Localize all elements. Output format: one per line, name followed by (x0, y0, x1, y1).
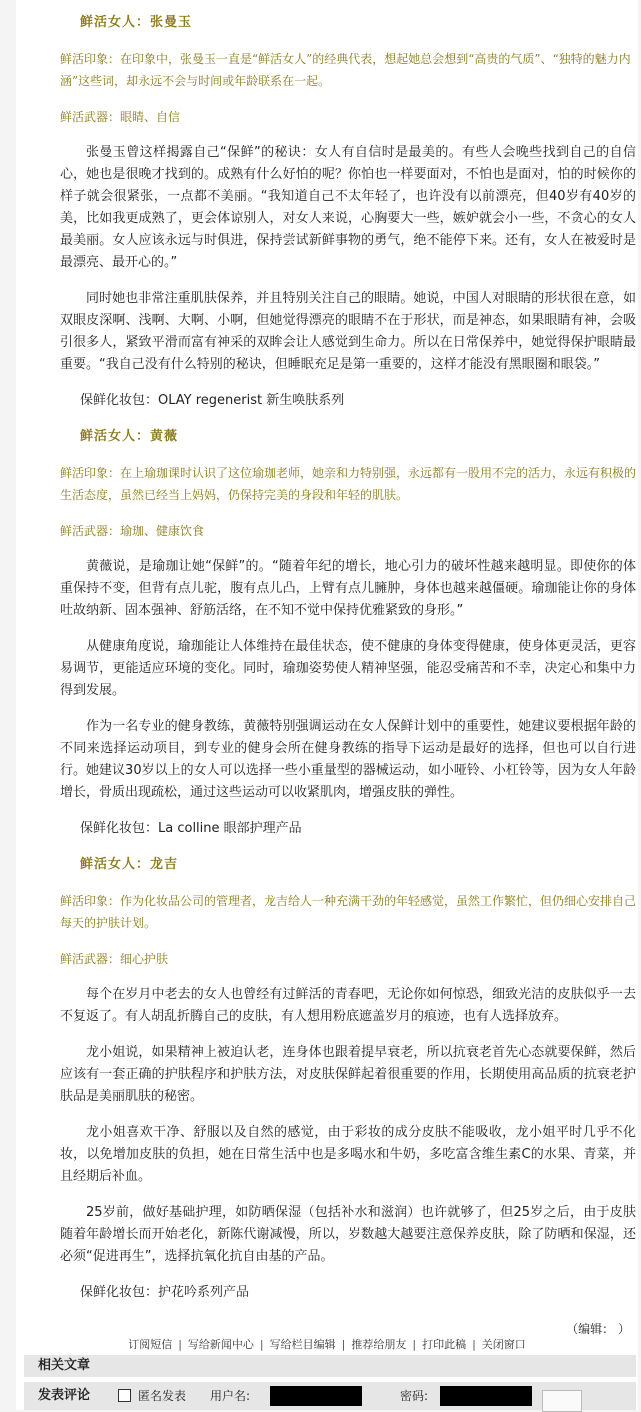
section-kit: 保鲜化妆包：La colline 眼部护理产品 (80, 821, 302, 836)
anonymous-checkbox[interactable] (118, 1389, 131, 1402)
section-kit: 保鲜化妆包：OLAY regenerist 新生唤肤系列 (80, 393, 345, 408)
paragraph: 每个在岁月中老去的女人也曾经有过鲜活的青春吧，无论你如何惊恐，细致光洁的皮肤似乎一去不复返了。有人胡乱折腾自己的皮肤，有人想用粉底遮盖岁月的痕迹，也有人选择放弃。 (60, 987, 636, 1024)
divider: | (472, 1338, 476, 1351)
paragraph: 25岁前，做好基础护理，如防晒保湿（包括补水和滋润）也许就够了，但25岁之后，由于皮肤随着年龄增长而开始老化，新陈代谢减慢，所以，岁数越大越要注意保养皮肤，除了防晒和保湿，还必须“促进再生”，选择抗氧化抗自由基的产品。 (60, 1205, 636, 1264)
paragraph: 黄薇说，是瑜珈让她“保鲜”的。“随着年纪的增长，地心引力的破坏性越来越明显。即使你的体重保持不变，但背有点儿驼，腹有点儿凸，上臂有点儿臃肿，身体也越来越僵硬。瑜珈能让你的身体吐故纳新、固本强神、舒筋活络，在不知不觉中保持优雅紧致的身形。” (60, 559, 636, 618)
captcha-image (542, 1390, 582, 1412)
article-tools (16, 1336, 638, 1352)
page-panel (16, 0, 638, 1410)
tool-link-close-window[interactable]: 关闭窗口 (481, 1338, 526, 1351)
section-weapon: 鲜活武器：细心护肤 (60, 952, 169, 966)
tool-link-recommend[interactable]: 推荐给朋友 (351, 1338, 407, 1351)
section-impression: 鲜活印象：作为化妆品公司的管理者，龙吉给人一种充满干劲的年轻感觉，虽然工作繁忙，但仍细心安排自己每天的护肤计划。 (60, 894, 637, 930)
article-body (60, 0, 636, 1340)
section-weapon: 鲜活武器：眼睛、自信 (60, 110, 181, 124)
paragraph: 龙小姐喜欢干净、舒服以及自然的感觉，由于彩妆的成分皮肤不能吸收，龙小姐平时几乎不化妆，以免增加皮肤的负担，她在日常生活中也是多喝水和牛奶，多吃富含维生素C的水果、青菜，并且经期后补血。 (60, 1125, 636, 1184)
paragraph: 同时她也非常注重肌肤保养，并且特别关注自己的眼睛。她说，中国人对眼睛的形状很在意，如双眼皮深啊、浅啊、大啊、小啊，但她觉得漂亮的眼睛不在于形状，而是神态，如果眼睛有神，会吸引很多人，紧致平滑而富有神采的双眸会让人感觉到生命力。所以在日常保养中，她觉得保护眼睛最重要。“我自己没有什么特别的秘诀，但睡眠充足是第一重要的，这样才能没有黑眼圈和眼袋。” (60, 291, 636, 372)
divider: | (259, 1338, 264, 1351)
section-impression: 鲜活印象：在印象中，张曼玉一直是“鲜活女人”的经典代表，想起她总会想到“高贵的气质”、“独特的魅力内涵”这些词，却永远不会与时间或年龄联系在一起。 (60, 52, 631, 88)
divider: | (341, 1338, 346, 1351)
tool-link-subscribe[interactable]: 订阅短信 (128, 1338, 173, 1351)
tool-link-news-center[interactable]: 写给新闻中心 (187, 1338, 254, 1351)
anonymous-label: 匿名发表 (138, 1389, 187, 1403)
paragraph: 从健康角度说，瑜珈能让人体维持在最佳状态，使不健康的身体变得健康，使身体更灵活，更容易调节，更能适应环境的变化。同时，瑜珈姿势使人精神坚强，能忍受痛苦和不幸，决定心和集中力得到发展。 (60, 639, 636, 698)
comment-form (24, 1382, 636, 1410)
section-title: 鲜活女人：张曼玉 (80, 15, 193, 30)
tool-link-print[interactable]: 打印此稿 (422, 1338, 467, 1351)
section-title: 鲜活女人：黄薇 (80, 429, 179, 444)
section-weapon: 鲜活武器：瑜珈、健康饮食 (60, 524, 205, 538)
paragraph: 龙小姐说，如果精神上被迫认老，连身体也跟着提早衰老，所以抗衰老首先心态就要保鲜，然后应该有一套正确的护肤程序和护肤方法，对皮肤保鲜起着很重要的作用，长期使用高品质的抗衰老护肤品是美丽肌肤的秘密。 (60, 1045, 636, 1104)
password-input[interactable] (440, 1386, 532, 1406)
password-label: 密码: (400, 1389, 429, 1403)
paragraph: 作为一名专业的健身教练，黄薇特别强调运动在女人保鲜计划中的重要性，她建议要根据年龄的不同来选择运动项目，到专业的健身会所在健身教练的指导下运动是最好的选择，但也可以自行进行。她建议30岁以上的女人可以选择一些小重量型的器械运动，如小哑铃、小杠铃等，因为女人年龄增长，骨质出现疏松，通过这些运动可以收紧肌肉，增强皮肤的弹性。 (60, 719, 636, 800)
section-title: 鲜活女人：龙吉 (80, 857, 179, 872)
divider: | (178, 1338, 182, 1351)
comment-title: 发表评论 (38, 1388, 91, 1403)
section-kit: 保鲜化妆包：护花吟系列产品 (80, 1285, 250, 1300)
tool-link-column-editor[interactable]: 写给栏目编辑 (269, 1338, 336, 1351)
section-impression: 鲜活印象：在上瑜珈课时认识了这位瑜珈老师，她亲和力特别强，永远都有一股用不完的活力，永远有积极的生活态度，虽然已经当上妈妈，仍保持完美的身段和年轻的肌肤。 (60, 466, 637, 502)
editor-credit: （编辑： ） (566, 1322, 630, 1336)
related-articles-header: 相关文章 (24, 1355, 636, 1377)
username-input[interactable] (270, 1386, 362, 1406)
divider: | (412, 1338, 417, 1351)
paragraph: 张曼玉曾这样揭露自己“保鲜”的秘诀：女人有自信时是最美的。有些人会晚些找到自己的自信心，她也是很晚才找到的。成熟有什么好怕的呢？你怕也一样要面对，不怕也是面对，怕的时候你的样子就会很紧张，一点都不美丽。“我知道自己不太年轻了，也许没有以前漂亮，但40岁有40岁的美，比如我更成熟了，更会体谅别人，对女人来说，心胸要大一些，嫉妒就会小一些，不贪心的女人最美丽。女人应该永远与时俱进，保持尝试新鲜事物的勇气，绝不能停下来。还有，女人在被爱时是最漂亮、最开心的。” (60, 145, 636, 270)
username-label: 用户名: (210, 1389, 251, 1403)
